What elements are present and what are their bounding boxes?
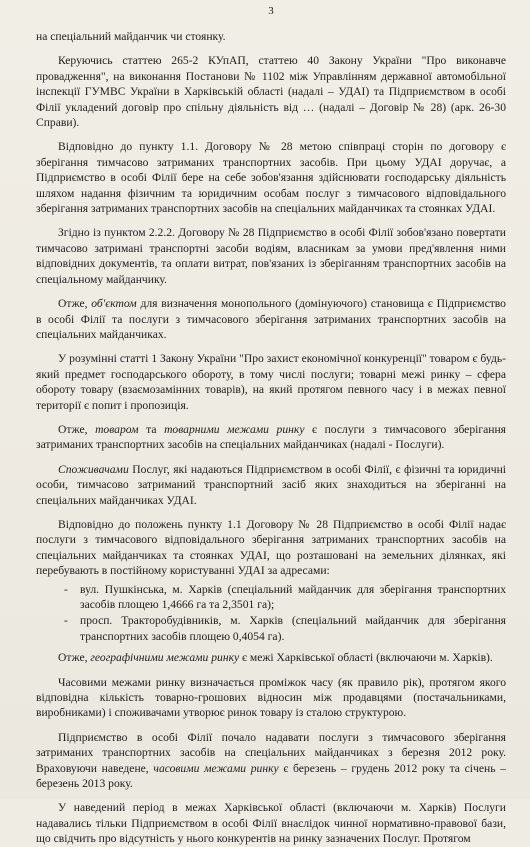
document-body-bottom (36, 650, 506, 846)
paragraph-p7 (36, 462, 506, 508)
document-body-top (36, 29, 506, 579)
paragraph-p10 (36, 675, 506, 721)
text-segment: Отже, (58, 297, 92, 311)
text-segment: Згідно із пунктом 2.2.2. Договору № 28 Підприємство в особі Філії зобов'язано повертати тимчасово затримані транспортні засоби водіям, власникам за умови пред'явлення ними відповідних документів, та оплати витрат, пов'язаних із зберіганням транспортних засобів на спеціальному майданчику. (36, 226, 506, 286)
text-segment: Відповідно до пункту 1.1. Договору № 28 метою співпраці сторін по договору є зберігання тимчасово затриманих транспортних засобів. При цьому УДАІ доручає, а Підприємство в особі Філії бере на себе зобов'язання здійснювати господарську діяльність шляхом надання фізичним та юридичним особам послуг з тимчасового відповідального зберігання затриманих транспортних засобів на спеціальних майданчиках та стоянках УДАІ. (36, 140, 506, 216)
text-segment: Отже, (58, 651, 91, 665)
italic-term: географічними межами ринку (90, 651, 240, 665)
italic-term: Споживачами (58, 462, 129, 476)
italic-term: товарними межами ринку (164, 422, 305, 436)
address-item: - просп. Тракторобудівників, м. Харків (спеціальний майданчик для зберігання транспортних засобів площею 0,4054 га). (64, 613, 506, 644)
paragraph-p1 (36, 53, 506, 130)
text-segment: та (138, 422, 165, 436)
text-segment: є березень – грудень 2012 року та січень – березень 2013 року. (36, 761, 506, 791)
paragraph-p6 (36, 422, 506, 453)
text-segment: Часовими межами ринку визначається проміжок часу (як правило рік), протягом якого відповідна кількість товарно-грошових відносин між продавцями (постачальниками, виробниками) і споживачами утворює ринок товару із сталою структурою. (36, 675, 506, 720)
paragraph-p3 (36, 225, 506, 287)
paragraph-p4 (36, 296, 506, 342)
text-segment: У наведений період в межах Харківської області (включаючи м. Харків) Послуги надавались тільки Підприємством в особі Філії внаслідок чинної нормативно-правової бази, що свідчить про відсутність у нього конкурентів на ринку зазначених Послуг. Протягом (36, 801, 506, 846)
text-segment: для визначення монопольного (домінуючого) становища є Підприємство в особі Філії та послуги з тимчасового зберігання затриманих транспортних засобів на спеціальних майданчиках. (36, 297, 506, 341)
address-list (64, 582, 506, 645)
text-segment: Отже, (58, 422, 96, 436)
paragraph-p12 (36, 800, 506, 846)
text-segment: є межі Харківської області (включаючи м. Харків). (239, 651, 493, 665)
text-segment: Послуг, які надаються Підприємством в особі Філії, є фізичні та юридичні особи, тимчасово затриманий транспортний засіб яких знаходиться на зберіганні на спеціальних майданчиках УДАІ. (36, 462, 506, 507)
italic-term: часовими межами ринку (153, 761, 279, 775)
text-segment: Підприємство в особі Філії почало надавати послуги з тимчасового зберігання затриманих транспортних засобів на спеціальних майданчиках з березня 2012 року. Враховуючи наведене, (36, 730, 506, 775)
text-segment: Відповідно до положень пункту 1.1 Договору № 28 Підприємство в особі Філії надає послуги з тимчасового відповідального зберігання затриманих транспортних засобів на спеціальних майданчиках та стоянках УДАІ, що розташовані на земельних ділянках, які перебувають в постійному користуванні УДАІ за адресами: (36, 517, 506, 578)
paragraph-p2 (36, 139, 506, 216)
text-segment: на спеціальний майданчик чи стоянку. (36, 30, 226, 43)
paragraph-p0 (36, 29, 506, 44)
address-item: - вул. Пушкінська, м. Харків (спеціальний майданчик для зберігання транспортних засобів площею 1,4666 га та 2,3501 га); (64, 582, 506, 613)
page-number: 3 (268, 5, 274, 17)
paragraph-p8 (36, 517, 506, 579)
paragraph-p5 (36, 351, 506, 413)
paragraph-p11 (36, 730, 506, 792)
paragraph-p9 (36, 650, 506, 665)
text-segment: є послуги з тимчасового зберігання затриманих транспортних засобів на спеціальних майданчиках (надалі - Послуги). (36, 422, 506, 452)
italic-term: товаром (95, 422, 139, 436)
text-segment: У розумінні статті 1 Закону України "Про захист економічної конкуренції" товаром є будь-який предмет господарського обороту, в тому числі послуги; товарні межі ринку – сфера обороту товару (взаємозамінних товарів), на який протягом певного часу і в межах певної території є попит і пропозиція. (36, 352, 506, 412)
italic-term: об'єктом (91, 297, 137, 311)
text-segment: Керуючись статтею 265-2 КУпАП, статтею 40 Закону України "Про виконавче провадження", на виконання Постанови № 1102 між Управлінням державної автомобільної інспекції ГУМВС України в Харківській області (надалі – УДАІ) та Підприємством в особі Філії укладений договір про спільну діяльність від … (надалі – Договір № 28) (арк. 26-30 Справи). (36, 54, 506, 130)
